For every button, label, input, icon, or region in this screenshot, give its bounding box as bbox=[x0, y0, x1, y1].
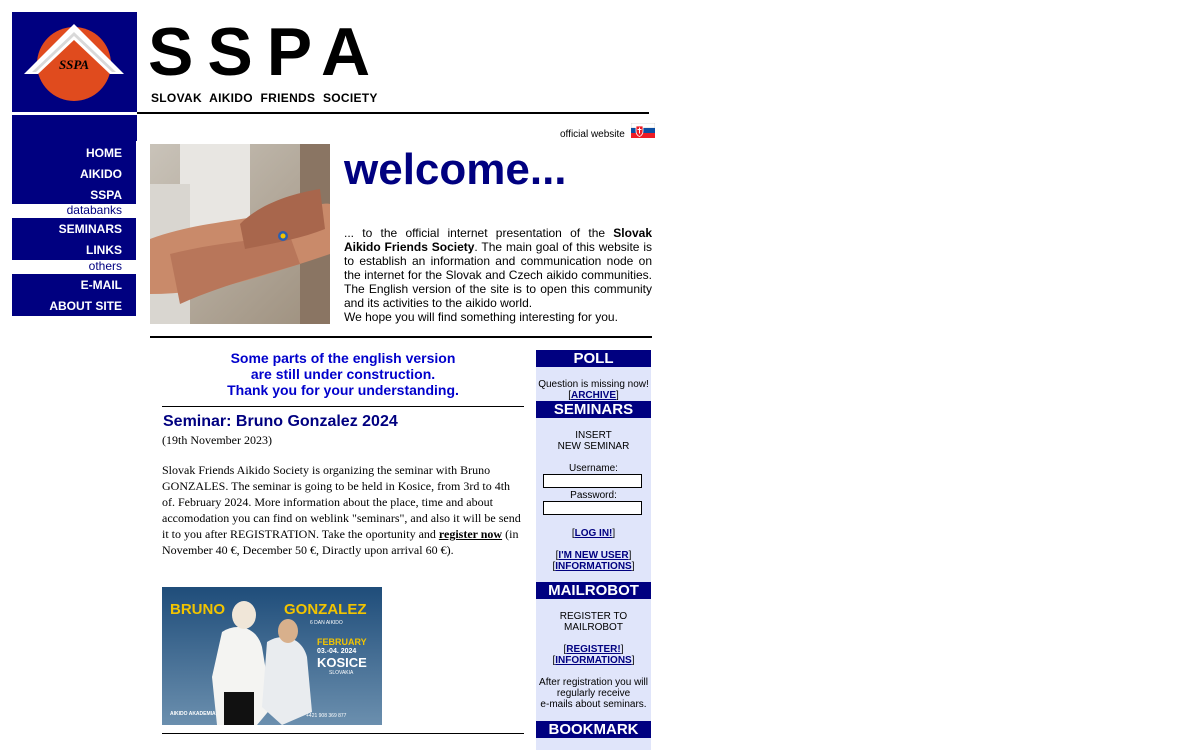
official-website-label: official website bbox=[560, 129, 625, 140]
after-registration-line2: regularly receive bbox=[556, 688, 631, 699]
nav-top-block bbox=[12, 115, 137, 141]
nav-about-site[interactable]: ABOUT SITE bbox=[49, 299, 122, 313]
informations2-wrap: [INFORMATIONS] bbox=[552, 655, 635, 666]
nav-email[interactable]: E-MAIL bbox=[80, 278, 122, 292]
slovak-flag-icon[interactable] bbox=[631, 123, 655, 138]
poster-phone: +421 908 369 877 bbox=[306, 713, 347, 719]
article-date: (19th November 2023) bbox=[162, 433, 272, 447]
notice-divider bbox=[162, 406, 524, 407]
welcome-heading: welcome... bbox=[344, 145, 567, 194]
seminar-poster[interactable] bbox=[162, 587, 382, 725]
poster-name-last: GONZALEZ bbox=[284, 601, 367, 618]
seminars-header: SEMINARS bbox=[536, 401, 651, 418]
nav-sspa[interactable]: SSPA bbox=[90, 188, 122, 202]
login-link[interactable]: LOG IN! bbox=[574, 528, 613, 539]
poster-name-first: BRUNO bbox=[170, 601, 225, 618]
handshake-photo bbox=[150, 144, 330, 324]
poster-dates: 03.-04. 2024 bbox=[317, 648, 357, 655]
poll-archive-link[interactable]: ARCHIVE bbox=[570, 390, 616, 401]
hero-divider bbox=[150, 336, 652, 338]
nav-databanks[interactable]: databanks bbox=[66, 203, 122, 217]
society-name: Slovak Aikido Friends Society bbox=[344, 226, 652, 254]
username-label: Username: bbox=[569, 463, 618, 474]
article-body: Slovak Friends Aikido Society is organizing the seminar with Bruno GONZALES. The seminar is going to be held in Kosice, from 3rd to 4th of. February 2024. More information about the place, time and about accomodation you can find on weblink "seminars", and also it will be send it to you after REGISTRATION. Take the oportunity and register now (in November 40 €, December 50 €, Diractly upon arrival 60 €). bbox=[162, 463, 521, 557]
poster-org: AIKIDO AKADEMIA bbox=[170, 711, 216, 717]
insert-seminar-line2: NEW SEMINAR bbox=[557, 441, 630, 452]
register-mailrobot-line1: REGISTER TO bbox=[559, 611, 628, 622]
password-input[interactable] bbox=[543, 501, 642, 515]
nav-others[interactable]: others bbox=[88, 259, 122, 273]
username-input[interactable] bbox=[543, 474, 642, 488]
register-now-link[interactable]: register now bbox=[438, 527, 503, 541]
informations-link[interactable]: INFORMATIONS bbox=[555, 561, 632, 572]
construction-notice: Some parts of the english version are still under construction. Thank you for your understanding. bbox=[227, 350, 459, 398]
login-wrap: [LOG IN!] bbox=[571, 528, 616, 539]
after-registration-line1: After registration you will bbox=[539, 677, 648, 688]
poster-city: KOSICE bbox=[317, 655, 367, 670]
register-link[interactable]: REGISTER! bbox=[566, 644, 621, 655]
informations-wrap: [INFORMATIONS] bbox=[552, 561, 635, 572]
site-title: SSPA bbox=[148, 14, 385, 90]
nav-group-bottom bbox=[12, 274, 136, 316]
poll-question: Question is missing now! bbox=[538, 379, 649, 390]
poll-header: POLL bbox=[536, 350, 651, 367]
informations2-link[interactable]: INFORMATIONS bbox=[555, 655, 632, 666]
new-user-wrap: [I'M NEW USER] bbox=[555, 550, 632, 561]
bookmark-header: BOOKMARK bbox=[536, 721, 651, 738]
register-wrap: [REGISTER!] bbox=[563, 644, 624, 655]
register-mailrobot-line2: MAILROBOT bbox=[564, 622, 623, 633]
nav-home[interactable]: HOME bbox=[86, 146, 122, 160]
poster-month: FEBRUARY bbox=[317, 637, 367, 647]
poll-archive-wrap: [ARCHIVE] bbox=[568, 390, 619, 401]
nav-aikido[interactable]: AIKIDO bbox=[80, 167, 122, 181]
insert-seminar-line1: INSERT bbox=[575, 430, 612, 441]
nav-seminars[interactable]: SEMINARS bbox=[58, 222, 122, 236]
nav-group-main bbox=[12, 141, 136, 204]
nav-group-seminars bbox=[12, 218, 136, 260]
site-logo[interactable] bbox=[12, 12, 137, 112]
poster-country: SLOVAKIA bbox=[329, 670, 354, 676]
intro-text: ... to the official internet presentation of the Slovak Aikido Friends Society. The main goal of this website is to establish an information and communication node on the internet for the Slovak and Czech aikido communities. The English version of the site is to open this community and its activities to the aikido world. We hope you will find something interesting for you. bbox=[344, 226, 652, 324]
article-divider bbox=[162, 733, 524, 734]
poster-rank: 6 DAN AIKIDO bbox=[310, 620, 343, 626]
mailrobot-header: MAILROBOT bbox=[536, 582, 651, 599]
after-registration-line3: e-mails about seminars. bbox=[540, 699, 647, 710]
nav-links[interactable]: LINKS bbox=[86, 243, 122, 257]
svg-text:SSPA: SSPA bbox=[58, 57, 90, 72]
new-user-link[interactable]: I'M NEW USER bbox=[558, 550, 629, 561]
header-divider bbox=[137, 112, 649, 114]
password-label: Password: bbox=[570, 490, 617, 501]
article-title[interactable]: Seminar: Bruno Gonzalez 2024 bbox=[163, 413, 398, 430]
site-subtitle: SLOVAK AIKIDO FRIENDS SOCIETY bbox=[151, 91, 378, 105]
